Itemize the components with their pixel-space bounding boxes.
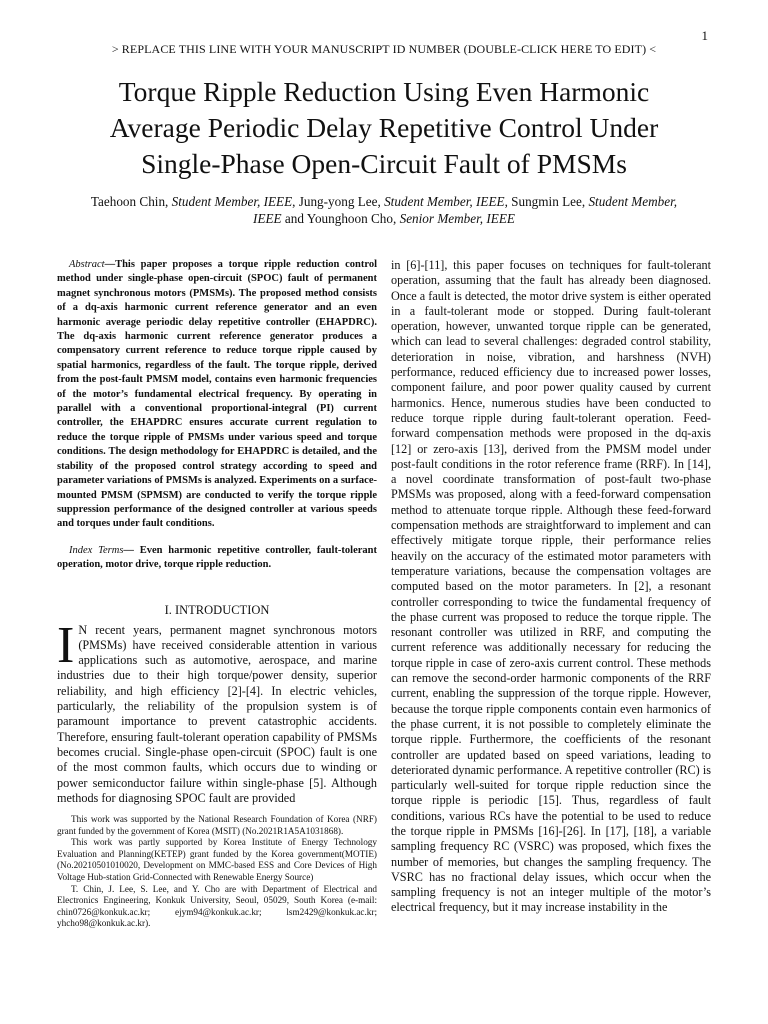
index-terms-label: Index Terms — [69, 544, 124, 556]
section-heading-introduction: I. INTRODUCTION — [164, 602, 270, 617]
author-role: Senior Member, IEEE — [399, 211, 515, 226]
paper-title — [40, 74, 728, 182]
footnote-funding-1: This work was supported by the National Research Foundation of Korea (NRF) grant funded by the government of Korea (MSIT) (No.2021R1A5A1031868). — [57, 814, 377, 836]
title-line-2: Average Periodic Delay Repetitive Control Under — [109, 112, 659, 143]
author-role: Student Member, — [588, 194, 678, 209]
index-terms — [57, 544, 377, 573]
intro-paragraph-right: in [6]-[11], this paper focuses on techniques for fault-tolerant operation, assuming that the fault has already been diagnosed. Once a fault is detected, the motor drive system is either operated in a fault-tolerant mode or stopped. During fault-tolerant operation, however, unwanted torque ripple can be generated, which can lead to several challenges: degraded control stability, deterioration in noise, vibration, and harshness (NVH) performance, reduced efficiency due to increased power losses, component failure, and poor power quality caused by current harmonics. Hence, numerous studies have been conducted to reduce torque ripple during fault-tolerant operation. Feed-forward compensation methods were proposed in the dq-axis [12] or zero-axis [13], derived from the PMSM model under post-fault conditions in the rotor reference frame (RRF). In [14], a novel coordinate transformation of post-fault two-phase PMSMs was proposed, along with a feed-forward compensation method to attenuate torque ripple. Although these feed-forward compensation methods are straightforward to implement and can effectively mitigate torque ripple, their performance relies heavily on the accuracy of the estimated motor parameters with temperature variations, because the compensation voltages are computed based on the motor parameters. In [2], a resonant controller corresponding to twice the fundamental frequency of the phase current was proposed to reduce the torque ripple. The resonant controller was utilized in RRF, and computing the current reference was additionally necessary for reducing the torque ripple in case of zero-axis current control. These methods can remove the second-order harmonic components of the RRF current, enabling the suppression of the torque ripple. However, because the torque ripple components contain even harmonics of the phase current, it is not possible to completely eliminate the torque ripple. Furthermore, the coefficients of the resonant controller are updated based on speed variations, leading to deteriorated dynamic performance. A repetitive controller (RC) is particularly well-suited for torque ripple reduction since the torque ripple is periodic [15]. Thus, regardless of fault conditions, various RCs have the potential to be used to reduce the torque ripple in PMSMs [16]-[26]. In [17], [18], a variable sampling frequency RC (VSRC) was proposed, which fixes the number of memories, but changes the sampling frequency. The VSRC has no fractional delay issues, which occur when the sampling frequency is not an integer multiple of the motor’s electrical frequency, but it may increase instability in the — [391, 258, 711, 915]
author-role: IEEE — [253, 211, 282, 226]
intro-text-left: N recent years, permanent magnet synchronous motors (PMSMs) have received considerable attention in various applications such as automotive, aerospace, and marine industries due to their high torque/power density, superior reliability, and high efficiency [2]-[4]. In electric vehicles, particularly, the reliability of the propulsion system is of paramount importance to prevent catastrophic accidents. Therefore, ensuring fault-tolerant operation capability of PMSMs becomes crucial. Single-phase open-circuit (SPOC) fault is one of the most common faults, which occurs due to winding or power semiconductor failure within single-phase [5]. Although methods for diagnosing SPOC fault are provided — [57, 622, 377, 805]
author-role: Student Member, IEEE — [171, 194, 293, 209]
title-line-3: Single-Phase Open-Circuit Fault of PMSMs — [141, 148, 627, 179]
right-column — [391, 258, 711, 916]
author-list — [40, 193, 728, 227]
footnotes — [57, 814, 377, 930]
author-name: , Jung-yong Lee, — [292, 194, 385, 209]
left-column — [57, 258, 377, 930]
author-role: Student Member, IEEE — [384, 194, 505, 209]
abstract — [57, 258, 377, 532]
index-terms-text: — Even harmonic repetitive controller, fault-tolerant operation, motor drive, torque ripple reduction. — [57, 544, 378, 571]
authors-line-2 — [40, 210, 728, 227]
authors-line-1 — [40, 193, 728, 210]
author-name: , Sungmin Lee, — [504, 194, 589, 209]
abstract-text: —This paper proposes a torque ripple reduction control method under single-phase open-circuit (SPOC) fault of permanent magnet synchronous motors (PMSMs). The proposed method consists of a dq-axis harmonic current reference generator and an even harmonic average periodic delay repetitive controller (EHAPDRC). The dq-axis harmonic current reference generator produces a compensatory current reference to reduce torque ripple caused by spatial harmonics, regardless of the fault. The torque ripple, derived from the post-fault PMSM model, contains even harmonic frequencies of the motor’s fundamental electrical frequency. By operating in parallel with a conventional proportional-integral (PI) current controller, the EHAPDRC ensures accurate current regulation to reduce the torque ripple of PMSMs under various speed and torque conditions. The design methodology for EHAPDRC is detailed, and the stability of the proposed control strategy according to speed and parameter variations of PMSMs is analyzed. Experiments on a surface-mounted PMSM (SPMSM) are conducted to verify the torque ripple suppression performance of the designed controller at various speeds and torques under fault conditions. — [57, 259, 377, 530]
intro-paragraph-left — [57, 616, 377, 807]
drop-cap: I — [57, 616, 75, 674]
author-name: Taehoon Chin, — [90, 194, 172, 209]
author-name: and Younghoon Cho, — [281, 211, 400, 226]
title-line-1: Torque Ripple Reduction Using Even Harmonic — [118, 76, 650, 107]
page-number: 1 — [701, 28, 708, 43]
abstract-label: Abstract — [69, 259, 105, 270]
footnote-affiliations: T. Chin, J. Lee, S. Lee, and Y. Cho are with Department of Electrical and Electronics Engineering, Konkuk University, Seoul, 05029, South Korea (e-mail: chin0726@konkuk.ac.kr; ejym94@konkuk.ac.kr; lsm2429@konkuk.ac.kr; yhcho98@konkuk.ac.kr). — [57, 883, 377, 929]
footnote-funding-2: This work was partly supported by Korea Institute of Energy Technology Evaluation and Planning(KETEP) grant funded by the Korea government(MOTIE) (No.20210501010020, Development on MMC-based ESS and Core Devices of High Voltage Hub-station Grid-Connected with Renewable Energy Source) — [57, 837, 377, 883]
manuscript-id-line[interactable]: > REPLACE THIS LINE WITH YOUR MANUSCRIPT ID NUMBER (DOUBLE-CLICK HERE TO EDIT) < — [111, 42, 657, 56]
